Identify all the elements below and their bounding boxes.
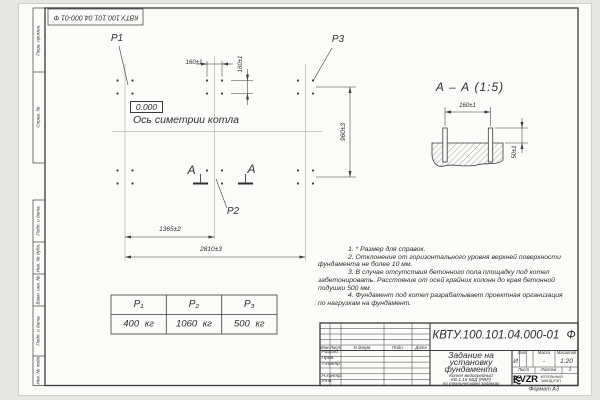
frame-label-inv-dubl: Инв. № дубл. xyxy=(35,243,41,273)
frame-label-inv-podl: Инв. № подл. xyxy=(35,355,41,385)
load-point-leaders xyxy=(119,46,332,208)
section-dim-vertical: 50±1 xyxy=(511,145,518,159)
loads-table-value-p3: 500 кг xyxy=(233,318,265,330)
logo-text: KVZR xyxy=(513,374,538,385)
row-utv: Утв. xyxy=(321,379,333,385)
load-point-p2-label: P2 xyxy=(226,206,240,217)
product-name-line: по техническому заданию xyxy=(442,381,500,387)
anchor-bolt-left xyxy=(443,128,447,162)
dim-top-horizontal: 160±1 xyxy=(185,60,203,66)
boiler-symmetry-axis-label: Ось симетрии котла xyxy=(133,114,240,126)
load-point-p1-label: P1 xyxy=(110,33,124,44)
note-line: 3. В случае отсутствия бетонного пола площадку под котел xyxy=(348,269,550,277)
plan-anchor-bolts xyxy=(116,79,314,184)
section-title: А – А (1:5) xyxy=(435,80,505,94)
frame-label-vzam-inv: Взам. инв. № xyxy=(35,275,41,305)
scale-value: 1:20 xyxy=(560,357,573,365)
scale-label: Масштаб xyxy=(556,350,577,356)
row-prov: Пров. xyxy=(321,356,335,362)
frame-label-podp-data-2: Подп. и дата xyxy=(35,316,41,346)
drawing-title-line: Задание на xyxy=(448,349,494,360)
col-list: Лист xyxy=(329,344,342,350)
section-cut-marks xyxy=(193,174,253,184)
row-razrab: Разраб. xyxy=(321,350,340,356)
note-line: забетонировать. Расстояние от осей крайних колонн до края бетонной xyxy=(318,276,555,284)
frame-label-perv-primen: Перв. примен. xyxy=(35,24,41,56)
elevation-value: 0.000 xyxy=(135,102,158,112)
anchor-bolt-right xyxy=(488,128,492,162)
drawing-title-line: установку xyxy=(449,356,493,367)
title-block-doc-number: КВТУ.100.101.04.000-01 Ф xyxy=(432,329,576,342)
lit-label: Лит. xyxy=(517,350,528,356)
col-ndoc: N докум. xyxy=(353,344,372,350)
load-point-p3-label: P3 xyxy=(331,34,345,45)
drawing-title-line: фундамента xyxy=(444,363,498,374)
drawing-title xyxy=(430,349,512,374)
mass-label: Масса xyxy=(537,350,551,356)
note-line: фундамента не более 10 мм. xyxy=(318,261,413,269)
loads-table-header-p1: P₁ xyxy=(133,298,144,310)
frame-label-sprav-n: Справ. № xyxy=(35,106,41,128)
sheet-label: Лист xyxy=(517,367,530,373)
note-line: подушки 500 мм. xyxy=(318,284,372,292)
format-label: Формат А3 xyxy=(528,385,560,392)
coil-icon xyxy=(513,375,521,385)
manufacturer-logo xyxy=(513,375,577,385)
mass-value: - xyxy=(542,357,546,365)
frame-label-podp-data-1: Подп. и дата xyxy=(35,206,41,236)
corner-doc-number: КВТУ.100.101.04.000-01 Ф xyxy=(53,13,138,21)
product-name-line: КВ-1,16 КБД (РВР) xyxy=(451,376,491,382)
row-tkontr: Т.контр. xyxy=(321,361,342,367)
row-nkontr: Н.контр. xyxy=(321,373,343,379)
product-name xyxy=(430,374,512,387)
section-letter-left: А xyxy=(187,162,196,177)
loads-table-value-p1: 400 кг xyxy=(123,318,154,330)
note-line: 1. * Размер для справок. xyxy=(348,246,426,253)
dim-bottom-outer: 2810±3 xyxy=(200,245,222,253)
loads-table-header-p2: P₂ xyxy=(188,298,200,310)
col-izm: Изм. xyxy=(320,344,330,350)
section-letter-right: А xyxy=(247,161,256,176)
product-name-line: Котел водогрейный xyxy=(449,372,493,378)
loads-table-header-p3: P₃ xyxy=(243,298,255,310)
note-line: 4. Фундамент под котел разрабатывает проектная организация xyxy=(348,292,563,300)
dim-top-vertical: 160±1 xyxy=(237,55,244,72)
section-dim-horizontal: 160±1 xyxy=(459,102,476,109)
loads-table-value-p2: 1060 кг xyxy=(176,318,212,330)
logo-subtitle-line1: КОТЕЛЬНЫЙ xyxy=(540,374,563,379)
dim-right-vertical: 960±3 xyxy=(339,122,347,142)
logo-subtitle-line2: ЗАВОД РЭП xyxy=(540,378,561,383)
note-line: по нагрузкам на фундамент. xyxy=(318,299,412,307)
technical-notes xyxy=(318,246,563,308)
sheets-value: 1 xyxy=(568,366,572,373)
col-podp: Подп. xyxy=(392,344,404,350)
sheets-label: Листов xyxy=(540,367,557,373)
lit-value: И xyxy=(513,357,518,365)
note-line: 2. Отклонение от горизонтального уровня верхней поверхности xyxy=(348,253,561,261)
plan-centerlines xyxy=(112,56,322,261)
elevation-mark xyxy=(130,101,163,113)
dim-bottom-inner: 1365±2 xyxy=(159,225,181,233)
col-data: Дата xyxy=(415,344,427,350)
